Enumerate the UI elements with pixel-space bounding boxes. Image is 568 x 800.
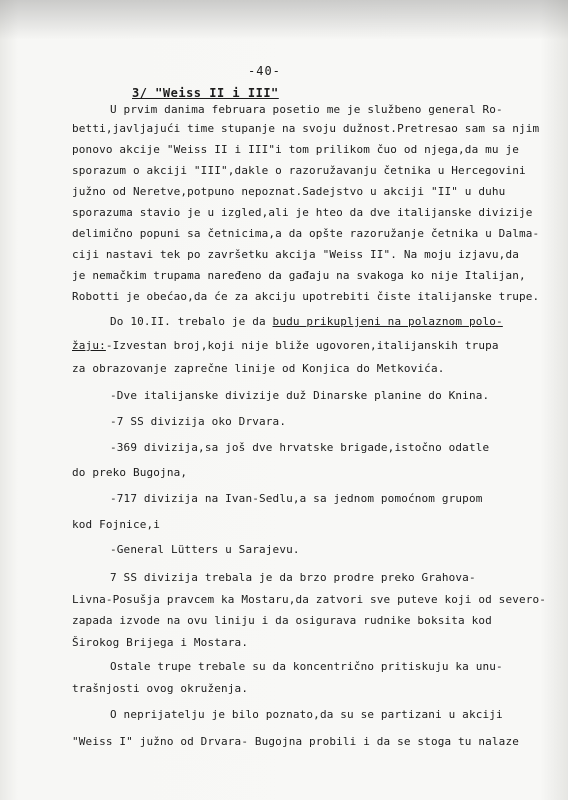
paragraph-line: je nemačkim trupama naređeno da gađaju na svakoga ko nije Italijan, <box>72 269 526 282</box>
paragraph-line <box>110 315 550 329</box>
list-item: -369 divizija,sa još dve hrvatske brigade,istočno odatle <box>110 441 490 454</box>
paragraph-line: za obrazovanje zaprečne linije od Konjica do Metkovića. <box>72 362 445 375</box>
list-item: -717 divizija na Ivan-Sedlu,a sa jednom pomoćnom grupom <box>110 492 483 505</box>
paragraph-line: južno od Neretve,potpuno nepoznat.Sadejstvo u akciji "II" u duhu <box>72 185 506 198</box>
paragraph-line <box>72 339 548 353</box>
paragraph-line: kod Fojnice,i <box>72 518 161 531</box>
underlined-text: budu prikupljeni na polaznom polo- <box>272 315 503 328</box>
page-number: -40- <box>248 64 281 78</box>
paragraph-line: trašnjosti ovog okruženja. <box>72 682 249 695</box>
paragraph-line: zapada izvode na ovu liniju i da osigurava rudnike boksita kod <box>72 614 492 627</box>
paragraph-line: 7 SS divizija trebala je da brzo prodre preko Grahova- <box>110 571 476 584</box>
paragraph-line: ponovo akcije "Weiss II i III"i tom prilikom čuo od njega,da mu je <box>72 143 519 156</box>
paragraph-line: O neprijatelju je bilo poznato,da su se partizani u akciji <box>110 708 503 721</box>
paragraph-line: Širokog Brijega i Mostara. <box>72 636 249 649</box>
paragraph-line: "Weiss I" južno od Drvara- Bugojna probili i da se stoga tu nalaze <box>72 735 519 748</box>
list-item: -General Lütters u Sarajevu. <box>110 543 300 556</box>
line-text: Do 10.II. trebalo je da <box>110 315 273 328</box>
scan-edge-shadow <box>0 0 568 40</box>
paragraph-line: sporazuma stavio je u izgled,ali je hteo da dve italijanske divizije <box>72 206 533 219</box>
paragraph-line: U prvim danima februara posetio me je službeno general Ro- <box>110 103 503 116</box>
list-item: -7 SS divizija oko Drvara. <box>110 415 287 428</box>
list-item: -Dve italijanske divizije duž Dinarske planine do Knina. <box>110 389 490 402</box>
line-text: -Izvestan broj,koji nije bliže ugovoren,italijanskih trupa <box>105 339 499 352</box>
underlined-text: žaju: <box>72 339 106 352</box>
paragraph-line: Ostale trupe trebale su da koncentrično pritiskuju ka unu- <box>110 660 503 673</box>
paragraph-line: delimično popuni sa četnicima,a da opšte razoružanje četnika u Dalma- <box>72 227 540 240</box>
paragraph-line: betti,javljajući time stupanje na svoju dužnost.Pretresao sam sa njim <box>72 122 540 135</box>
paragraph-line: sporazum o akciji "III",dakle o razoružavanju četnika u Hercegovini <box>72 164 526 177</box>
paragraph-line: do preko Bugojna, <box>72 466 188 479</box>
section-heading: 3/ "Weiss II i III" <box>132 86 279 100</box>
paragraph-line: ciji nastavi tek po završetku akcija "Weiss II". Na moju izjavu,da <box>72 248 519 261</box>
paragraph-line: Livna-Posušja pravcem ka Mostaru,da zatvori sve puteve koji od severo- <box>72 593 547 606</box>
paragraph-line: Robotti je obećao,da će za akciju upotrebiti čiste italijanske trupe. <box>72 290 540 303</box>
